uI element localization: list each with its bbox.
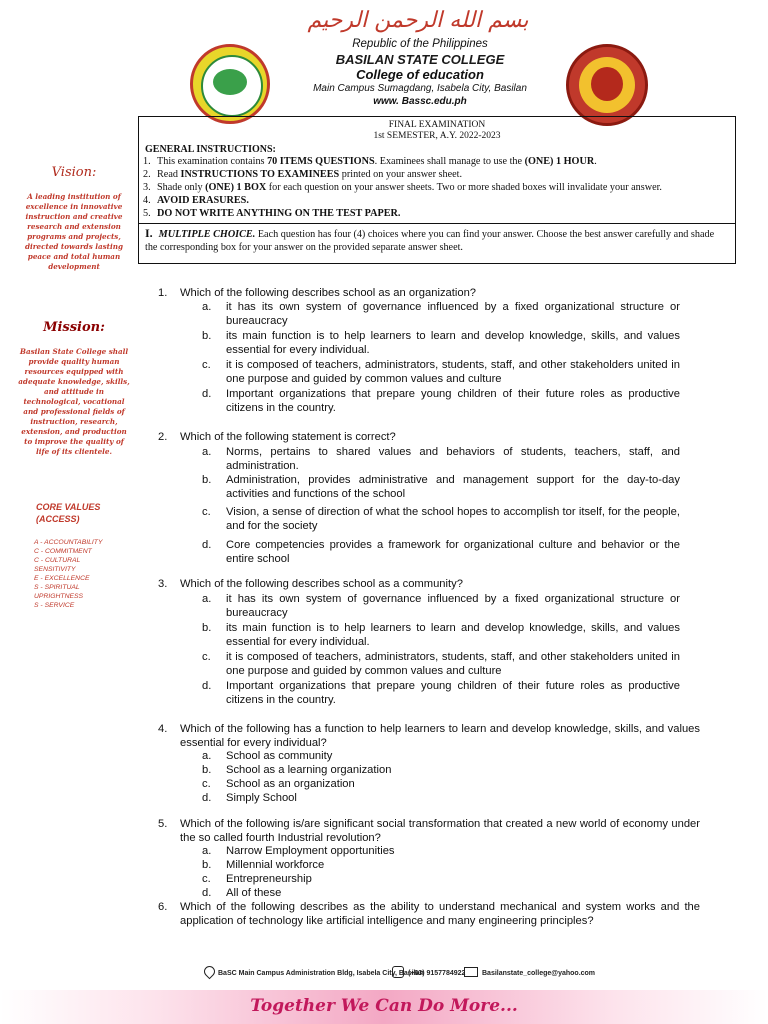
core-value-item: S - SPIRITUAL xyxy=(34,584,80,591)
option-letter: a. xyxy=(202,446,212,458)
question-number: 6. xyxy=(158,901,168,913)
option-text: School as a learning organization xyxy=(226,764,392,776)
option-text: Core competencies provides a framework for organizational culture and behavior or the entire school xyxy=(226,539,680,565)
option-text: Millennial workforce xyxy=(226,859,325,871)
core-value-item: UPRIGHTNESS xyxy=(34,593,84,600)
department-name: College of education xyxy=(356,67,484,82)
option-letter: d. xyxy=(202,680,212,692)
phone-icon xyxy=(392,966,404,978)
instruction-item: 1. This examination contains 70 ITEMS QUESTIONS. Examinees shall manage to use the (ONE) 1 HOUR. xyxy=(143,156,597,167)
instruction-item: 2. Read INSTRUCTIONS TO EXAMINEES printed on your answer sheet. xyxy=(143,169,462,180)
question-text: Which of the following has a function to help learners to learn and develop knowledge, skills, and values essential for every individual? xyxy=(180,723,700,749)
college-name: BASILAN STATE COLLEGE xyxy=(335,52,505,67)
core-value-item: SENSITIVITY xyxy=(34,566,76,573)
question-number: 4. xyxy=(158,723,168,735)
option-letter: a. xyxy=(202,750,212,762)
option-text: it is composed of teachers, administrators, students, staff, and other stakeholders united in one purpose and guided by common values and culture xyxy=(226,359,680,385)
instruction-item: 3. Shade only (ONE) 1 BOX for each question on your answer sheets. Two or more shaded boxes will invalidate your answer. xyxy=(143,182,662,193)
core-values-title: CORE VALUES (ACCESS) xyxy=(36,502,101,524)
college-website: www. Bassc.edu.ph xyxy=(373,96,467,107)
slogan-text: Together We Can Do More... xyxy=(250,996,518,1016)
question-number: 2. xyxy=(158,431,168,443)
logo-emblem xyxy=(591,67,623,101)
instructions-box xyxy=(138,116,736,264)
option-letter: b. xyxy=(202,859,212,871)
exam-title: FINAL EXAMINATION xyxy=(388,120,486,130)
option-text: All of these xyxy=(226,887,282,899)
option-text: Vision, a sense of direction of what the school hopes to accomplish tor itself, for the people, and for the society xyxy=(226,506,680,532)
core-value-item: C - COMMITMENT xyxy=(34,548,92,555)
core-values-list xyxy=(34,538,134,610)
bismillah-calligraphy: بسم الله الرحمن الرحيم xyxy=(307,8,529,33)
option-letter: a. xyxy=(202,301,212,313)
mission-text: Basilan State College shall provide quality human resources equipped with adequate knowledge, skills, and attitude in technological, vocational and professional fields of instruction, research, extension, and production to improve the quality of life of its clientele. xyxy=(18,347,130,456)
email-icon xyxy=(464,967,478,977)
option-letter: a. xyxy=(202,593,212,605)
basilan-state-college-logo xyxy=(190,44,270,124)
vision-title: Vision: xyxy=(51,165,97,180)
college-of-education-logo xyxy=(566,44,648,126)
option-letter: c. xyxy=(202,651,211,663)
option-letter: d. xyxy=(202,539,212,551)
option-letter: c. xyxy=(202,778,211,790)
footer-phone: (+63) 9157784922 xyxy=(408,970,466,977)
option-text: its main function is to help learners to learn and develop knowledge, skills, and values essential for every individual. xyxy=(226,330,680,356)
question-number: 5. xyxy=(158,818,168,830)
option-text: it has its own system of governance influenced by a fixed organizational structure or bureaucracy xyxy=(226,301,680,327)
instruction-item: 4. AVOID ERASURES. xyxy=(143,195,249,206)
option-text: Important organizations that prepare young children of their future roles as productive citizens in the country. xyxy=(226,388,680,414)
option-letter: a. xyxy=(202,845,212,857)
option-letter: d. xyxy=(202,887,212,899)
option-text: Norms, pertains to shared values and behaviors of students, teachers, staff, and administration. xyxy=(226,446,680,472)
option-letter: d. xyxy=(202,792,212,804)
option-text: it has its own system of governance influenced by a fixed organizational structure or bureaucracy xyxy=(226,593,680,619)
option-text: School as community xyxy=(226,750,333,762)
question-text: Which of the following describes school as a community? xyxy=(180,578,463,590)
option-letter: b. xyxy=(202,330,212,342)
option-text: Narrow Employment opportunities xyxy=(226,845,395,857)
footer-contact xyxy=(0,962,768,986)
question-number: 1. xyxy=(158,287,168,299)
location-pin-icon xyxy=(202,964,218,980)
multiple-choice-instruction: I. MULTIPLE CHOICE. Each question has four (4) choices where you can find your answer. Choose the best answer carefully and shade the corresponding box for your answer on the provided separate answer sheet. xyxy=(145,226,715,253)
mission-title: Mission: xyxy=(43,320,105,335)
question-text: Which of the following describes as the ability to understand mechanical and system works and the application of technology like artificial intelligence and many engineering principles? xyxy=(180,901,700,927)
question-text: Which of the following describes school as an organization? xyxy=(180,287,477,299)
instruction-item: 5. DO NOT WRITE ANYTHING ON THE TEST PAPER. xyxy=(143,208,401,219)
vision-text: A leading institution of excellence in innovative instruction and creative research and extension programs and projects, directed towards lasting peace and total human development xyxy=(25,192,123,271)
option-text: Important organizations that prepare young children of their future roles as productive citizens in the country. xyxy=(226,680,680,706)
footer-email: Basilanstate_college@yahoo.com xyxy=(482,970,596,977)
core-value-item: A - ACCOUNTABILITY xyxy=(34,539,103,546)
footer-address: BaSC Main Campus Administration Bldg, Isabela City, Basilan xyxy=(218,970,424,977)
option-letter: c. xyxy=(202,359,211,371)
option-letter: d. xyxy=(202,388,212,400)
question-number: 3. xyxy=(158,578,168,590)
question-text: Which of the following statement is correct? xyxy=(180,431,396,443)
option-letter: b. xyxy=(202,764,212,776)
option-text: Simply School xyxy=(226,792,297,804)
option-text: Entrepreneurship xyxy=(226,873,312,885)
core-value-item: C - CULTURAL xyxy=(34,557,81,564)
core-value-item: S - SERVICE xyxy=(34,602,75,609)
option-letter: c. xyxy=(202,873,211,885)
option-letter: b. xyxy=(202,622,212,634)
option-text: School as an organization xyxy=(226,778,355,790)
option-letter: b. xyxy=(202,474,212,486)
question-text: Which of the following is/are significant social transformation that created a new world of economy under the so called fourth Industrial revolution? xyxy=(180,818,700,844)
republic-text: Republic of the Philippines xyxy=(352,38,488,50)
exam-semester: 1st SEMESTER, A.Y. 2022-2023 xyxy=(373,131,501,141)
college-address: Main Campus Sumagdang, Isabela City, Basilan xyxy=(313,83,527,94)
box-divider xyxy=(139,223,735,224)
slogan-banner xyxy=(0,990,768,1024)
option-text: it is composed of teachers, administrators, students, staff, and other stakeholders united in one purpose and guided by common values and culture xyxy=(226,651,680,677)
logo-emblem xyxy=(213,69,247,95)
option-text: its main function is to help learners to learn and develop knowledge, skills, and values essential for every individual. xyxy=(226,622,680,648)
general-instructions-title: GENERAL INSTRUCTIONS: xyxy=(145,144,276,155)
option-text: Administration, provides administrative and management support for the day-to-day activities and functions of the school xyxy=(226,474,680,500)
option-letter: c. xyxy=(202,506,211,518)
core-value-item: E - EXCELLENCE xyxy=(34,575,90,582)
